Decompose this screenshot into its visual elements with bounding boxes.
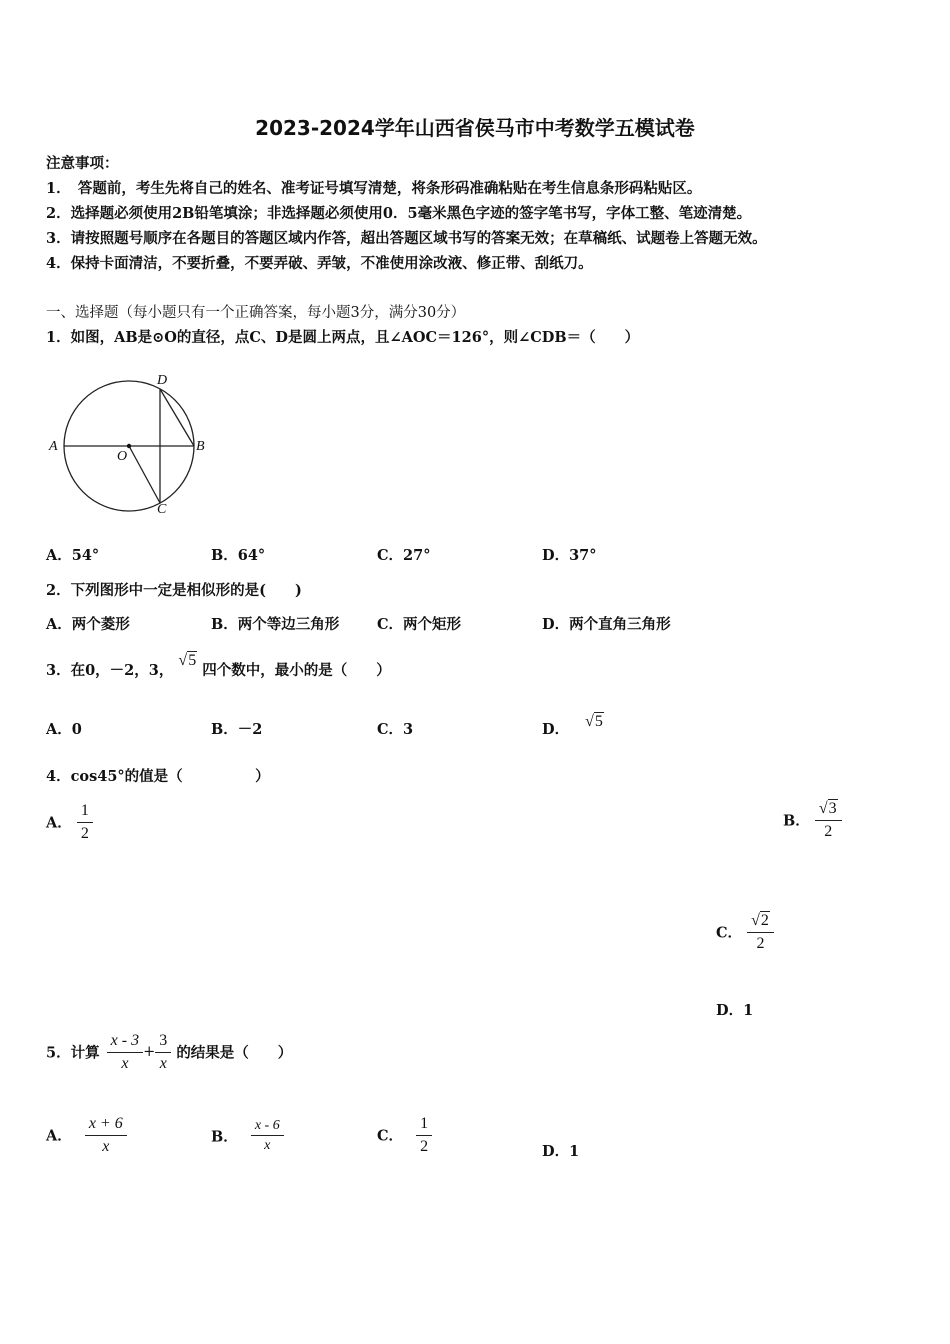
- label-c: C: [157, 502, 167, 517]
- notice-item-2: 2．选择题必须使用2B铅笔填涂；非选择题必须使用0．5毫米黑色字迹的签字笔书写，字体工整、笔迹清楚。: [46, 205, 752, 222]
- q4-c-fraction: $\frac{√2}{2}$: [747, 912, 774, 952]
- question-3-stem: [46, 652, 391, 680]
- chord-db: [160, 389, 194, 446]
- q4-a-fraction: $\frac{1}{2}$: [77, 802, 93, 842]
- q4-option-c: C． $\frac{√2}{2}$: [716, 912, 774, 952]
- q1-option-c: C．27°: [377, 547, 431, 564]
- q4-option-a: A． $\frac{1}{2}$: [46, 802, 93, 842]
- q3-sqrt: √5: [178, 652, 197, 669]
- notice-item-1: 1． 答题前，考生先将自己的姓名、准考证号填写清楚，将条形码准确粘贴在考生信息条形码粘贴区。: [46, 180, 702, 197]
- q1-option-b: B．64°: [211, 547, 266, 564]
- notice-item-4: 4．保持卡面清洁，不要折叠，不要弄破、弄皱，不准使用涂改液、修正带、刮纸刀。: [46, 255, 593, 272]
- q4-b-fraction: $\frac{√3}{2}$: [815, 800, 842, 840]
- q5-fraction-2: $\frac{3}{x}$: [155, 1032, 171, 1072]
- q4-option-b: B． $\frac{√3}{2}$: [783, 800, 842, 840]
- q3-option-c: C．3: [377, 721, 414, 738]
- label-d: D: [157, 373, 168, 388]
- q2-option-b: B．两个等边三角形: [211, 616, 340, 633]
- q5-c-fraction: $\frac{1}{2}$: [416, 1115, 432, 1155]
- q3-option-d: D． √5: [542, 713, 603, 738]
- q5-option-b: B． $\frac{x - 6}{x}$: [211, 1118, 284, 1154]
- page-title: 2023-2024学年山西省侯马市中考数学五模试卷: [255, 116, 695, 140]
- q1-option-a: A．54°: [46, 547, 100, 564]
- q2-option-d: D．两个直角三角形: [542, 616, 671, 633]
- q5-option-c: C． $\frac{1}{2}$: [377, 1115, 432, 1155]
- q5-option-a: A． $\frac{x + 6}{x}$: [46, 1115, 127, 1155]
- question-4-stem: 4．cos45°的值是（ ）: [46, 768, 270, 785]
- q5-a-fraction: $\frac{x + 6}{x}$: [85, 1115, 127, 1155]
- label-b: B: [196, 439, 205, 454]
- q5-fraction-1: $\frac{x - 3}{x}$: [107, 1032, 143, 1072]
- q3-option-b: B．－2: [211, 721, 263, 738]
- q2-option-a: A．两个菱形: [46, 616, 130, 633]
- label-a: A: [49, 439, 58, 454]
- q5-b-fraction: $\frac{x - 6}{x}$: [251, 1118, 284, 1154]
- q3-stem-post: 四个数中，最小的是（ ）: [202, 662, 391, 679]
- question-5-stem: 5．计算 $\frac{x - 3}{x}$ + $\frac{3}{x}$ 的结果是（ ）: [46, 1032, 293, 1072]
- q1-option-d: D．37°: [542, 547, 597, 564]
- notice-heading: 注意事项：: [46, 155, 119, 172]
- q3-stem-pre: 3．在0，－2，3，: [46, 662, 174, 679]
- q2-option-c: C．两个矩形: [377, 616, 462, 633]
- center-point: [127, 444, 131, 448]
- notice-item-3: 3．请按照题号顺序在各题目的答题区域内作答，超出答题区域书写的答案无效；在草稿纸、试题卷上答题无效。: [46, 230, 767, 247]
- question-2-stem: 2．下列图形中一定是相似形的是( ): [46, 582, 302, 599]
- section-heading: 一、选择题（每小题只有一个正确答案，每小题3分，满分30分）: [46, 305, 466, 321]
- q3-option-a: A．0: [46, 721, 82, 738]
- radius-oc: [129, 446, 160, 503]
- label-o: O: [117, 449, 128, 464]
- question-1-stem: 1．如图，AB是⊙O的直径，点C、D是圆上两点，且∠AOC＝126°，则∠CDB＝（ ）: [46, 329, 640, 346]
- q5-option-d: D．1: [542, 1143, 580, 1160]
- circle-diagram: [44, 370, 214, 520]
- q4-option-d: D．1: [716, 1002, 754, 1019]
